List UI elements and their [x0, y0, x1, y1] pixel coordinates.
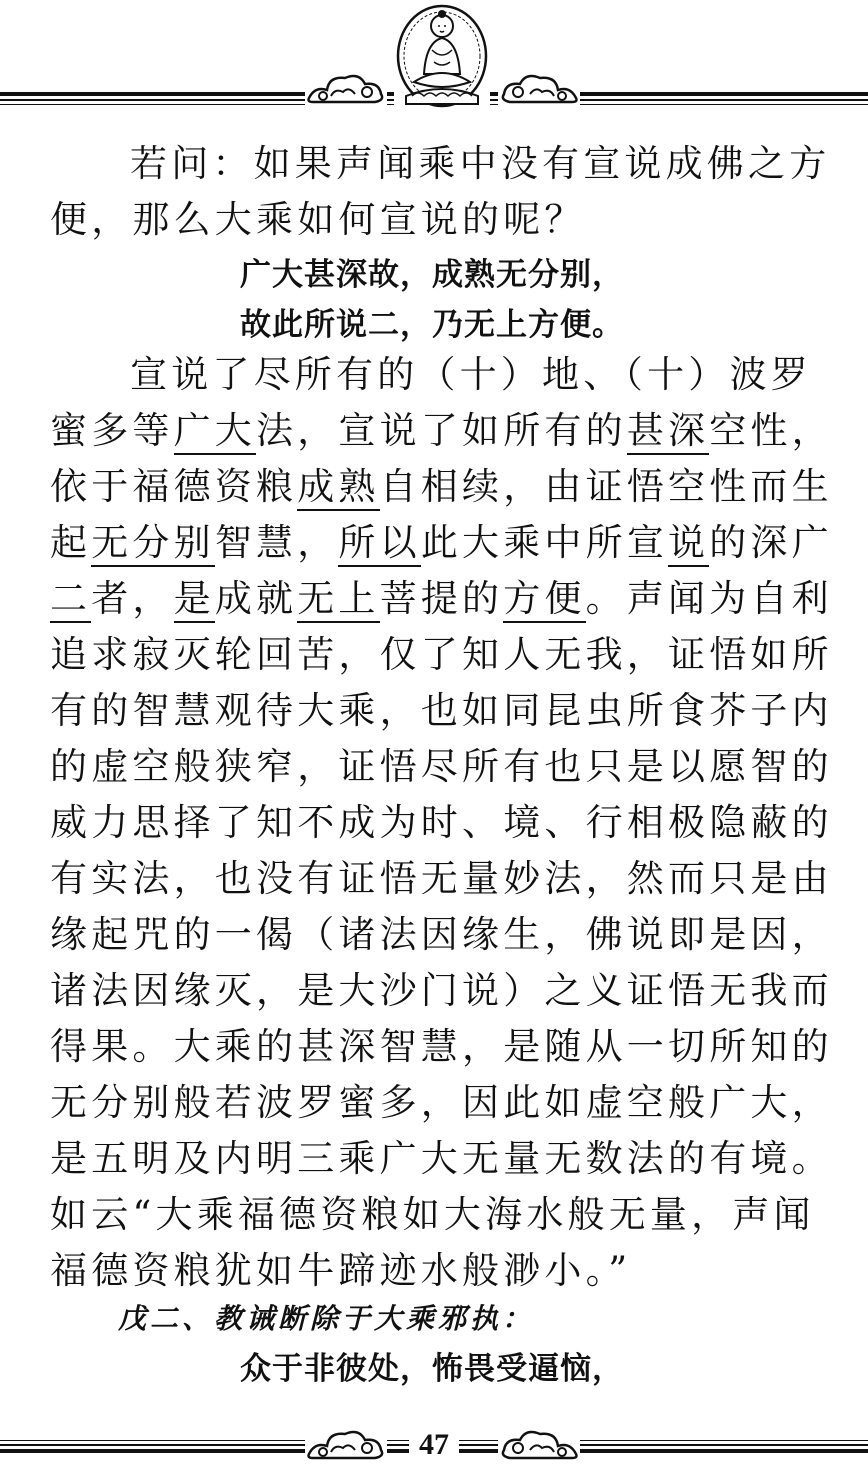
- page-number: 47: [0, 1428, 868, 1462]
- underlined-term: 成熟: [297, 465, 379, 511]
- underlined-term: 甚深: [627, 409, 709, 455]
- section-heading: 戊二、教诫断除于大乘邪执：: [118, 1302, 535, 1335]
- underlined-term: 二: [50, 577, 91, 623]
- underlined-term: 说: [668, 521, 709, 567]
- underlined-term: 所以: [338, 521, 420, 567]
- question-paragraph: 若问：如果声闻乘中没有宣说成佛之方便，那么大乘如何宣说的呢？: [50, 142, 831, 241]
- cloud-right-icon: [498, 68, 580, 108]
- underlined-term: 方便: [503, 577, 585, 623]
- commentary-paragraph: 宣说了尽所有的（十）地、（十）波罗蜜多等广大法，宣说了如所有的甚深空性，依于福德资粮成熟自相续，由证悟空性而生起无分别智慧，所以此大乘中所宣说的深广二者，是成就无上菩提的方便。声闻为自利追求寂灭轮回苦，仅了知人无我，证悟如所有的智慧观待大乘，也如同昆虫所食芥子内的虚空般狭窄，证悟尽所有也只是以愿智的威力思择了知不成为时、境、行相极隐蔽的有实法，也没有证悟无量妙法，然而只是由缘起咒的一偈（诸法因缘生，佛说即是因，诸法因缘灭，是大沙门说）之义证悟无我而得果。大乘的甚深智慧，是随从一切所知的无分别般若波罗蜜多，因此如虚空般广大，是五明及内明三乘广大无量无数法的有境。如云“大乘福德资粮如大海水般无量，声闻福德资粮犹如牛蹄迹水般渺小。”: [50, 353, 833, 1292]
- verse-line-1: 广大甚深故，成熟无分别，: [240, 257, 624, 293]
- next-verse-line: 众于非彼处，怖畏受逼恼，: [240, 1351, 624, 1387]
- underlined-term: 无分别: [91, 521, 215, 567]
- cloud-left-icon: [305, 68, 387, 108]
- verse-line-2: 故此所说二，乃无上方便。: [240, 307, 624, 343]
- underlined-term: 是: [174, 577, 215, 623]
- underlined-term: 无上: [297, 577, 379, 623]
- buddha-figure-icon: [394, 4, 490, 112]
- underlined-term: 广大: [174, 409, 256, 455]
